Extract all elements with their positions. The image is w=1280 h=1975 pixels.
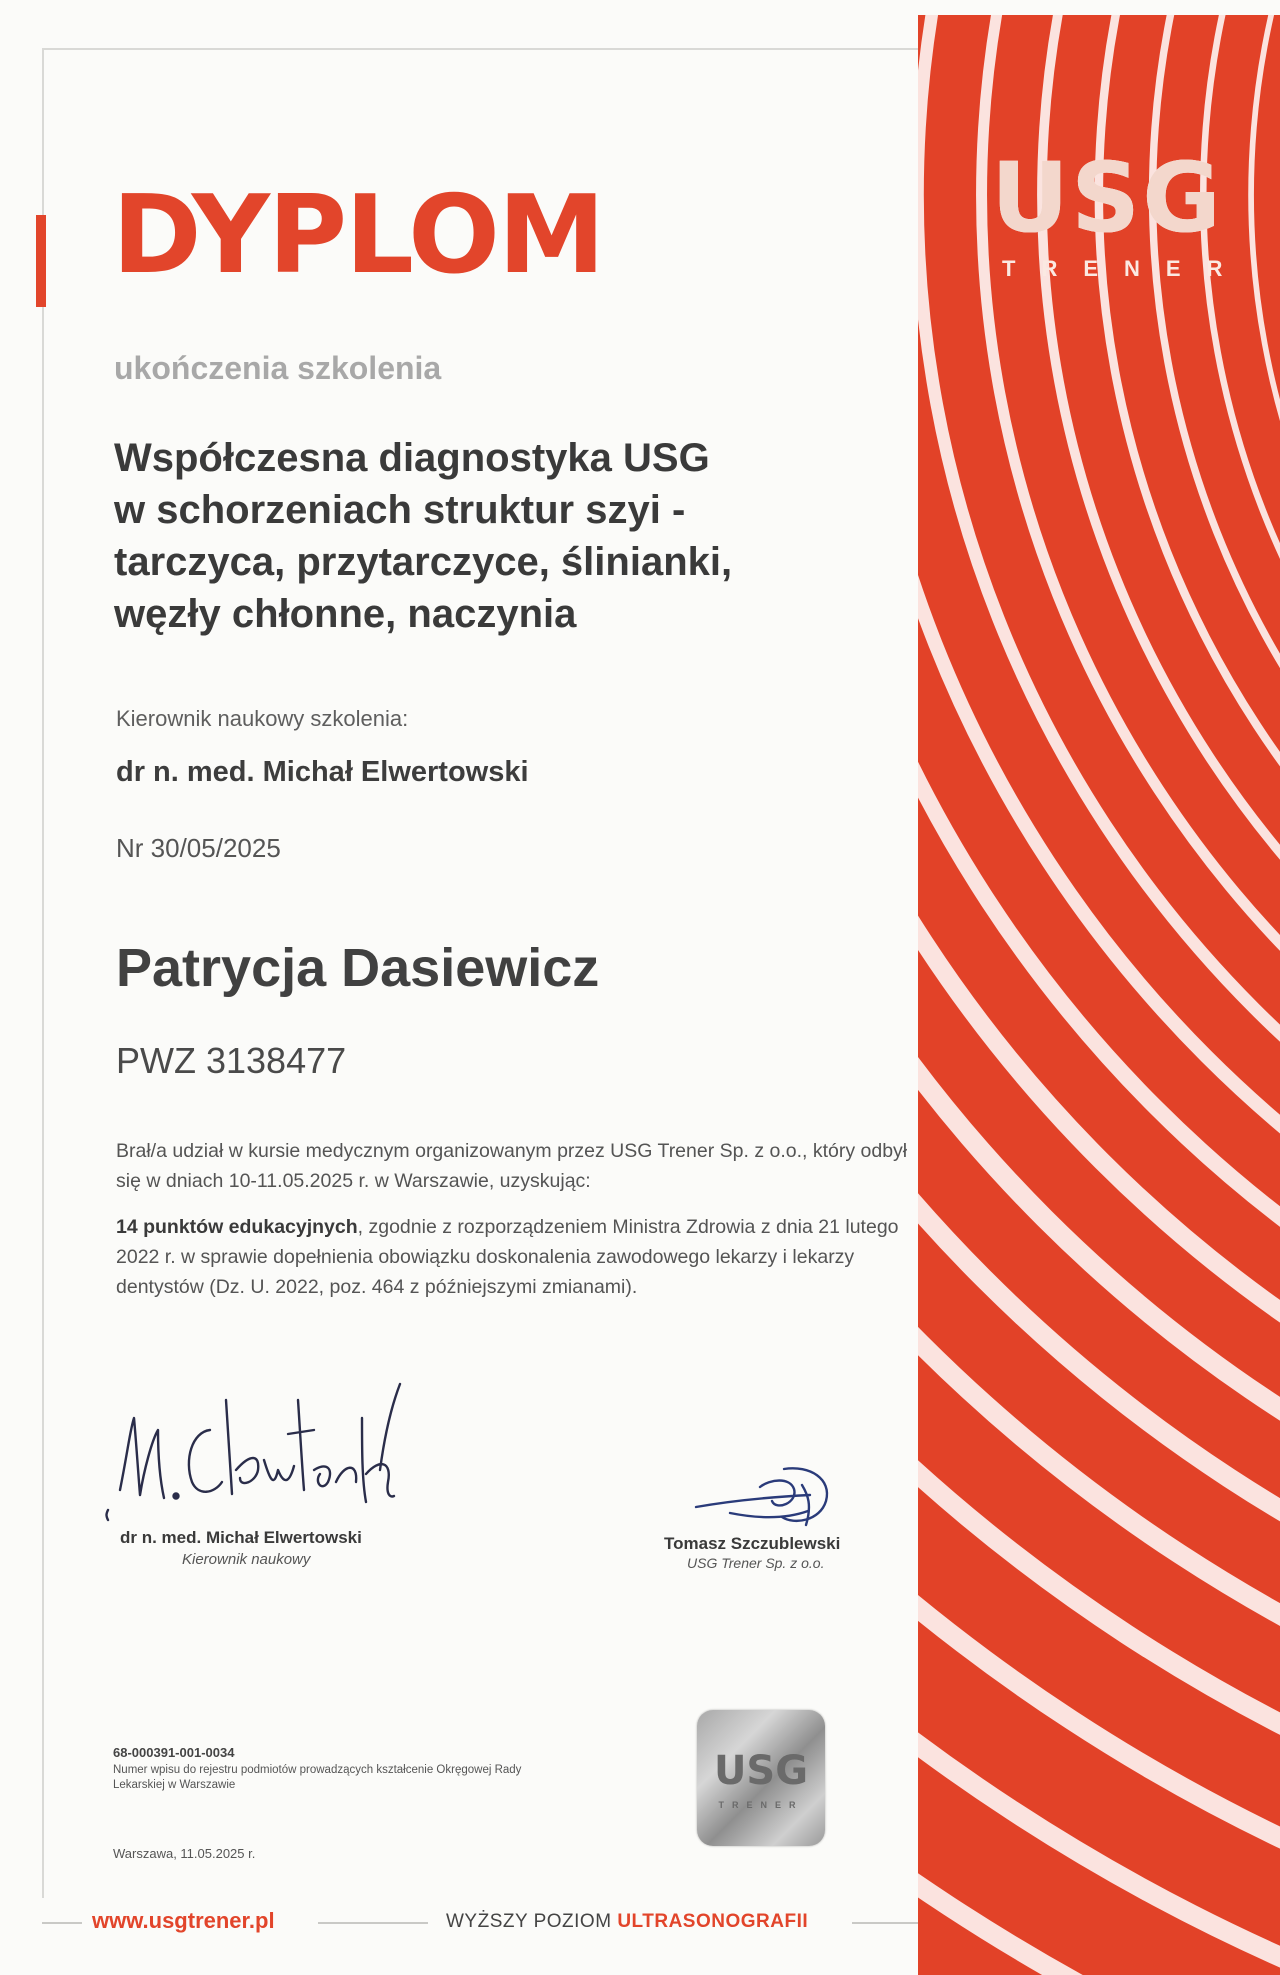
logo-wordmark: USG	[991, 142, 1223, 254]
seal-subtitle: TRENER	[718, 1800, 804, 1810]
pwz-number: PWZ 3138477	[116, 1040, 347, 1081]
frame-line-top	[42, 48, 922, 50]
frame-line-left	[42, 48, 44, 1898]
diploma-number: Nr 30/05/2025	[116, 833, 281, 863]
supervisor-name: dr n. med. Michał Elwertowski	[116, 756, 529, 788]
seal-wordmark: USG	[713, 1748, 809, 1794]
place-and-date: Warszawa, 11.05.2025 r.	[113, 1846, 256, 1861]
frame-line-bottom	[42, 1922, 82, 1924]
signature-left-role: Kierownik naukowy	[182, 1551, 311, 1568]
course-title-line: Współczesna diagnostyka USG	[114, 436, 710, 480]
signature-right-name: Tomasz Szczublewski	[664, 1534, 841, 1553]
footer-slogan-accent: ULTRASONOGRAFII	[617, 1911, 809, 1932]
signature-right-image	[690, 1455, 840, 1545]
signature-right-role: USG Trener Sp. z o.o.	[687, 1555, 825, 1571]
footer-slogan	[446, 1911, 808, 1933]
registry-description: Numer wpisu do rejestru podmiotów prowadzących kształcenie Okręgowej Rady Lekarskiej w Warszawie	[113, 1764, 522, 1791]
hologram-seal	[697, 1710, 825, 1846]
frame-line-bottom	[852, 1922, 922, 1924]
decorative-orange-band	[918, 15, 1280, 1975]
course-title-line: w schorzeniach struktur szyi -	[114, 488, 686, 532]
logo-subtitle: TRENER	[1002, 256, 1249, 281]
signature-left-name: dr n. med. Michał Elwertowski	[120, 1528, 362, 1547]
band-shade	[918, 15, 1280, 1975]
wave-lines-graphic	[918, 15, 1280, 1975]
registry-number: 68-000391-001-0034	[113, 1745, 235, 1760]
diploma-subtitle: ukończenia szkolenia	[114, 350, 442, 386]
diploma-title: DYPLOM	[112, 173, 604, 298]
title-accent-bar	[36, 215, 46, 307]
footer-slogan-plain: WYŻSZY POZIOM	[446, 1911, 618, 1932]
frame-line-bottom	[318, 1922, 428, 1924]
participation-paragraph: Brał/a udział w kursie medycznym organizowanym przez USG Trener Sp. z o.o., który odbył się w dniach 10-11.05.2025 r. w Warszawie, uzyskując:	[116, 1140, 908, 1192]
course-title-line: węzły chłonne, naczynia	[114, 592, 577, 636]
supervisor-label: Kierownik naukowy szkolenia:	[116, 706, 409, 731]
course-title	[114, 432, 834, 640]
course-title-line: tarczyca, przytarczyce, ślinianki,	[114, 540, 733, 584]
signature-left-image	[100, 1370, 440, 1530]
footer-website: www.usgtrener.pl	[92, 1908, 275, 1933]
participant-name: Patrycja Dasiewicz	[116, 938, 600, 998]
points-regulation-text: , zgodnie z rozporządzeniem Ministra Zdrowia z dnia 21 lutego 2022 r. w sprawie dopełnienia obowiązku doskonalenia zawodowego lekarzy i lekarzy dentystów (Dz. U. 2022, poz. 464 z późniejszymi zmianami).	[116, 1216, 899, 1298]
points-awarded: 14 punktów edukacyjnych	[116, 1216, 358, 1238]
usg-trener-logo	[982, 142, 1249, 282]
points-paragraph	[116, 1212, 916, 1302]
